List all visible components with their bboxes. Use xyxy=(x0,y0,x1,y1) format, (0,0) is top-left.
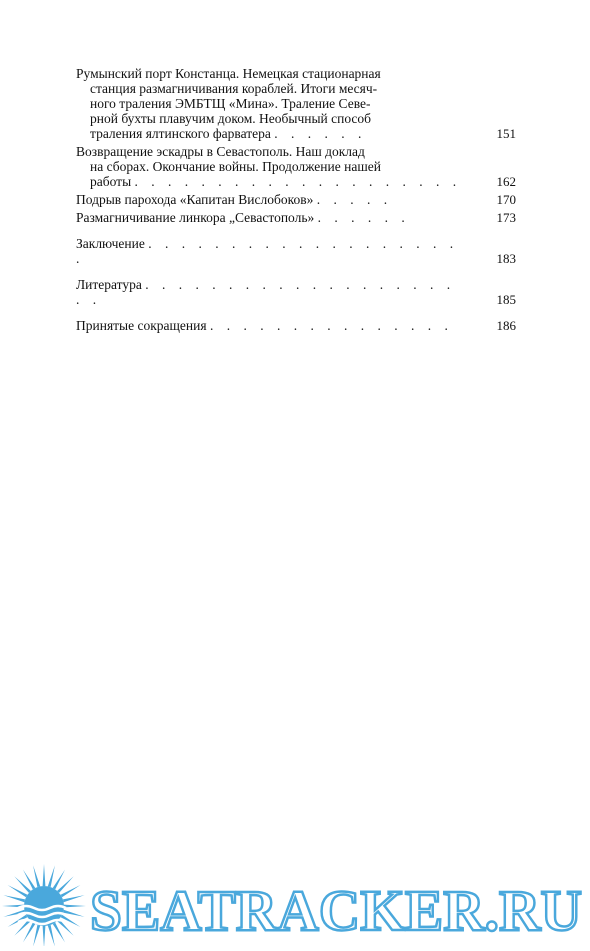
toc-entry-title: Литература xyxy=(76,277,142,292)
toc-entry-text xyxy=(76,210,468,225)
toc-entry-line-last xyxy=(76,236,468,266)
toc-entry-title: Принятые сокращения xyxy=(76,318,207,333)
toc-page-number: 185 xyxy=(496,292,516,307)
toc-page-number: 186 xyxy=(496,318,516,333)
watermark xyxy=(0,856,590,946)
toc-page-number: 170 xyxy=(496,192,516,207)
watermark-text: SEATRACKER.RU xyxy=(90,878,582,943)
toc-leader-dots: . . . . . . . . . . . . . . . . . . . . xyxy=(134,174,462,189)
toc-page-number: 173 xyxy=(496,210,516,225)
toc-entry-line: на сборах. Окончание войны. Продолжение нашей xyxy=(90,159,381,174)
toc-entry-line: Возвращение эскадры в Севастополь. Наш доклад xyxy=(76,144,365,159)
toc-entry xyxy=(76,210,516,225)
toc-entry xyxy=(76,66,516,141)
toc-entry-title: Заключение xyxy=(76,236,145,251)
toc-entry-line-last xyxy=(76,174,468,189)
toc-leader-dots: . . . . . . xyxy=(274,126,367,141)
toc-entry-text xyxy=(76,192,468,207)
toc-entry-text xyxy=(76,66,468,141)
toc-leader-dots: . . . . . xyxy=(316,192,393,207)
toc-page-number: 151 xyxy=(496,126,516,141)
toc-leader-dots: . . . . . . . . . . . . . . . . . . . . . xyxy=(76,277,456,307)
toc-entry-text xyxy=(76,277,468,307)
toc-entry-line-last xyxy=(76,192,468,207)
toc-entry xyxy=(76,318,516,333)
toc-entry-line: ного траления ЭМБТЩ «Мина». Траление Севе- xyxy=(90,96,371,111)
toc-leader-dots: . . . . . . xyxy=(317,210,410,225)
toc-entry-line-last xyxy=(76,318,468,333)
toc-entry-text xyxy=(76,318,468,333)
sun-icon xyxy=(2,864,86,946)
toc-entry xyxy=(76,192,516,207)
toc-entry-line: станция размагничивания кораблей. Итоги месяч- xyxy=(90,81,378,96)
toc-entry-text xyxy=(76,236,468,266)
toc-entry xyxy=(76,144,516,189)
toc-leader-dots: . . . . . . . . . . . . . . . . . . . . xyxy=(76,236,459,266)
toc-leader-dots: . . . . . . . . . . . . . . . xyxy=(209,318,453,333)
toc-entry-line-last xyxy=(76,210,468,225)
toc-entry xyxy=(76,236,516,266)
toc-entry-title: Размагничивание линкора „Севастополь» xyxy=(76,210,315,225)
toc-entry-title: траления ялтинского фарватера xyxy=(90,126,271,141)
toc-entry-text xyxy=(76,144,468,189)
toc-entry-title: Подрыв парохода «Капитан Вислобоков» xyxy=(76,192,314,207)
toc-entry-line: Румынский порт Констанца. Немецкая стационарная xyxy=(76,66,381,81)
table-of-contents xyxy=(76,66,516,333)
toc-entry-line-last xyxy=(76,126,468,141)
toc-entry xyxy=(76,277,516,307)
toc-entry-title: работы xyxy=(90,174,132,189)
toc-page-number: 183 xyxy=(496,251,516,266)
watermark-graphic xyxy=(0,856,590,946)
toc-entry-line-last xyxy=(76,277,468,307)
toc-entry-line: рной бухты плавучим доком. Необычный способ xyxy=(90,111,372,126)
toc-page-number: 162 xyxy=(496,174,516,189)
